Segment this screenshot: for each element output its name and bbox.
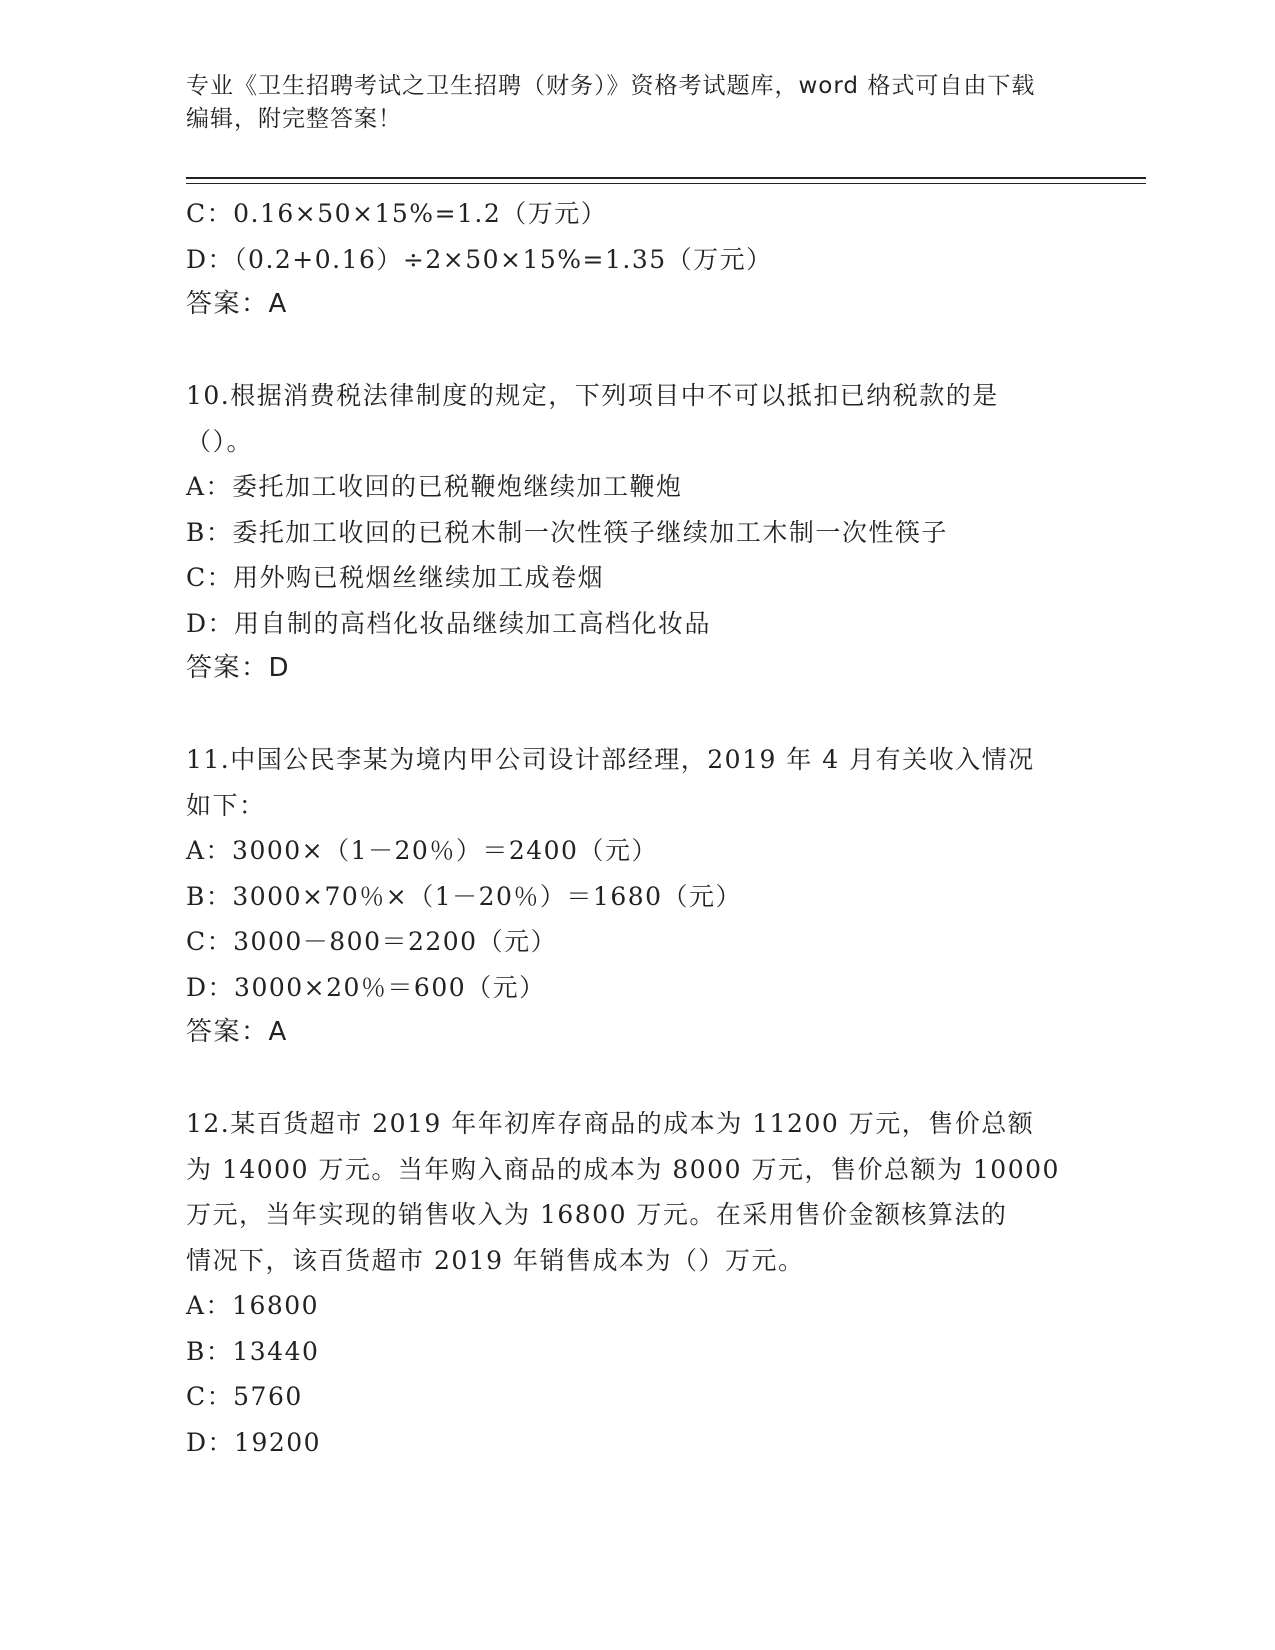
q11-option-d: D：3000×20％＝600（元）	[186, 972, 546, 1002]
q10-option-c: C：用外购已税烟丝继续加工成卷烟	[186, 563, 605, 592]
question-12-block	[186, 1101, 1086, 1465]
q11-stem-line-2: 如下：	[186, 790, 266, 820]
header-divider-thin	[186, 183, 1146, 184]
q12-stem-line-2: 为 14000 万元。当年购入商品的成本为 8000 万元，售价总额为 10000	[186, 1154, 1060, 1184]
q9-answer: 答案：A	[186, 289, 288, 319]
spacer	[186, 1056, 1086, 1102]
q11-option-c: C：3000－800＝2200（元）	[186, 927, 558, 956]
q10-stem-line-2: （）。	[186, 426, 254, 456]
header-line-1: 专业《卫生招聘考试之卫生招聘（财务）》资格考试题库，word 格式可自由下载	[186, 73, 1036, 99]
question-10-block	[186, 373, 1086, 692]
header-line-2: 编辑，附完整答案！	[186, 106, 402, 132]
q12-option-b: B：13440	[186, 1336, 320, 1366]
q10-option-a: A：委托加工收回的已税鞭炮继续加工鞭炮	[186, 472, 683, 501]
page-header	[186, 70, 1066, 136]
header-divider-thick	[186, 177, 1146, 179]
q12-option-d: D：19200	[186, 1427, 322, 1457]
q10-answer: 答案：D	[186, 653, 291, 683]
q11-answer: 答案：A	[186, 1017, 288, 1047]
q11-stem-line-1: 11.中国公民李某为境内甲公司设计部经理，2019 年 4 月有关收入情况	[186, 745, 1035, 774]
q12-option-a: A：16800	[186, 1291, 320, 1320]
question-11-block	[186, 737, 1086, 1056]
question-content	[186, 191, 1086, 1465]
q9-option-d: D：（0.2+0.16）÷2×50×15%=1.35（万元）	[186, 244, 773, 274]
q10-option-d: D：用自制的高档化妆品继续加工高档化妆品	[186, 608, 712, 638]
q10-option-b: B：委托加工收回的已税木制一次性筷子继续加工木制一次性筷子	[186, 517, 948, 547]
question-9-block	[186, 191, 1086, 328]
q12-stem-line-4: 情况下，该百货超市 2019 年销售成本为（）万元。	[186, 1245, 805, 1275]
q9-option-c: C：0.16×50×15%=1.2（万元）	[186, 199, 608, 228]
q10-stem-line-1: 10.根据消费税法律制度的规定，下列项目中不可以抵扣已纳税款的是	[186, 381, 999, 410]
q12-option-c: C：5760	[186, 1382, 303, 1411]
q11-option-b: B：3000×70％×（1－20％）＝1680（元）	[186, 881, 743, 911]
q11-option-a: A：3000×（1－20％）＝2400（元）	[186, 836, 658, 865]
spacer	[186, 328, 1086, 374]
q12-stem-line-1: 12.某百货超市 2019 年年初库存商品的成本为 11200 万元，售价总额	[186, 1109, 1035, 1138]
q12-stem-line-3: 万元，当年实现的销售收入为 16800 万元。在采用售价金额核算法的	[186, 1200, 1008, 1229]
spacer	[186, 692, 1086, 738]
